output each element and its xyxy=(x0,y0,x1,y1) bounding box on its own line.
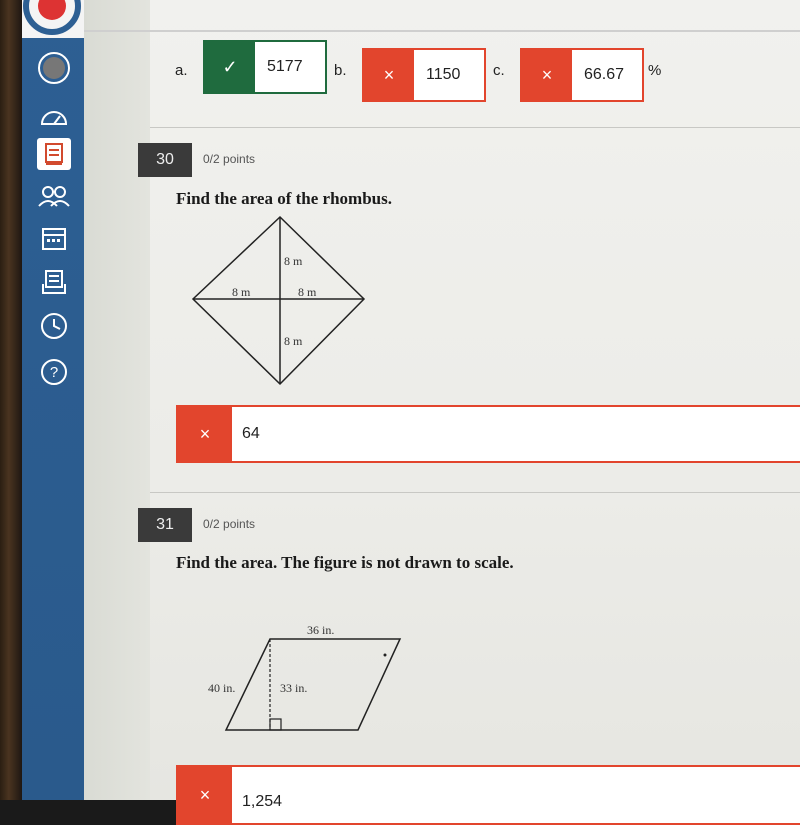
answer-b-label: b. xyxy=(334,62,347,79)
percent-suffix: % xyxy=(648,62,662,79)
history-icon[interactable] xyxy=(34,310,74,342)
label-bottom: 8 m xyxy=(284,334,303,348)
svg-text:?: ? xyxy=(49,364,59,381)
logo-icon[interactable] xyxy=(22,0,84,38)
answer-b-box[interactable] xyxy=(362,48,486,102)
question-number: 30 xyxy=(138,143,192,177)
question-points: 0/2 points xyxy=(203,517,256,531)
header-border xyxy=(84,30,800,32)
question-divider xyxy=(150,127,800,128)
question-divider xyxy=(150,492,800,493)
response-box[interactable] xyxy=(176,405,800,463)
answer-c-value: 66.67 xyxy=(584,66,625,83)
courses-icon[interactable] xyxy=(37,138,71,170)
label-height: 33 in. xyxy=(280,681,308,695)
groups-icon[interactable] xyxy=(34,180,74,212)
dashboard-icon[interactable] xyxy=(34,100,74,132)
account-icon[interactable] xyxy=(34,52,74,84)
global-nav xyxy=(22,0,84,800)
response-value: 64 xyxy=(242,425,260,442)
answer-a-box[interactable] xyxy=(203,40,327,94)
question-number: 31 xyxy=(138,508,192,542)
logo-area xyxy=(22,0,84,38)
question-prompt: Find the area of the rhombus. xyxy=(176,189,392,208)
label-side: 40 in. xyxy=(208,681,236,695)
answer-b-value: 1150 xyxy=(426,66,461,83)
response-value: 1,254 xyxy=(242,793,283,810)
inbox-icon[interactable] xyxy=(34,266,74,298)
screen-bezel xyxy=(0,0,22,800)
calendar-icon[interactable] xyxy=(34,222,74,254)
label-left: 8 m xyxy=(232,285,251,299)
answer-c-label: c. xyxy=(493,62,505,79)
rhombus-diagram xyxy=(190,215,370,387)
x-mark-icon: × xyxy=(178,407,232,461)
parallelogram-diagram xyxy=(200,620,410,738)
question-points: 0/2 points xyxy=(203,152,256,166)
answer-a-label: a. xyxy=(175,62,188,79)
x-mark-icon: × xyxy=(522,50,572,100)
label-top: 8 m xyxy=(284,254,303,268)
left-gutter xyxy=(84,0,150,800)
answer-a-value: 5177 xyxy=(267,58,303,75)
help-icon[interactable] xyxy=(34,356,74,388)
answer-c-box[interactable] xyxy=(520,48,644,102)
label-top: 36 in. xyxy=(307,623,335,637)
checkmark-icon: ✓ xyxy=(205,42,255,92)
label-right: 8 m xyxy=(298,285,317,299)
response-box[interactable] xyxy=(176,765,800,825)
x-mark-icon: × xyxy=(178,767,232,823)
question-prompt: Find the area. The figure is not drawn to scale. xyxy=(176,553,514,572)
x-mark-icon: × xyxy=(364,50,414,100)
